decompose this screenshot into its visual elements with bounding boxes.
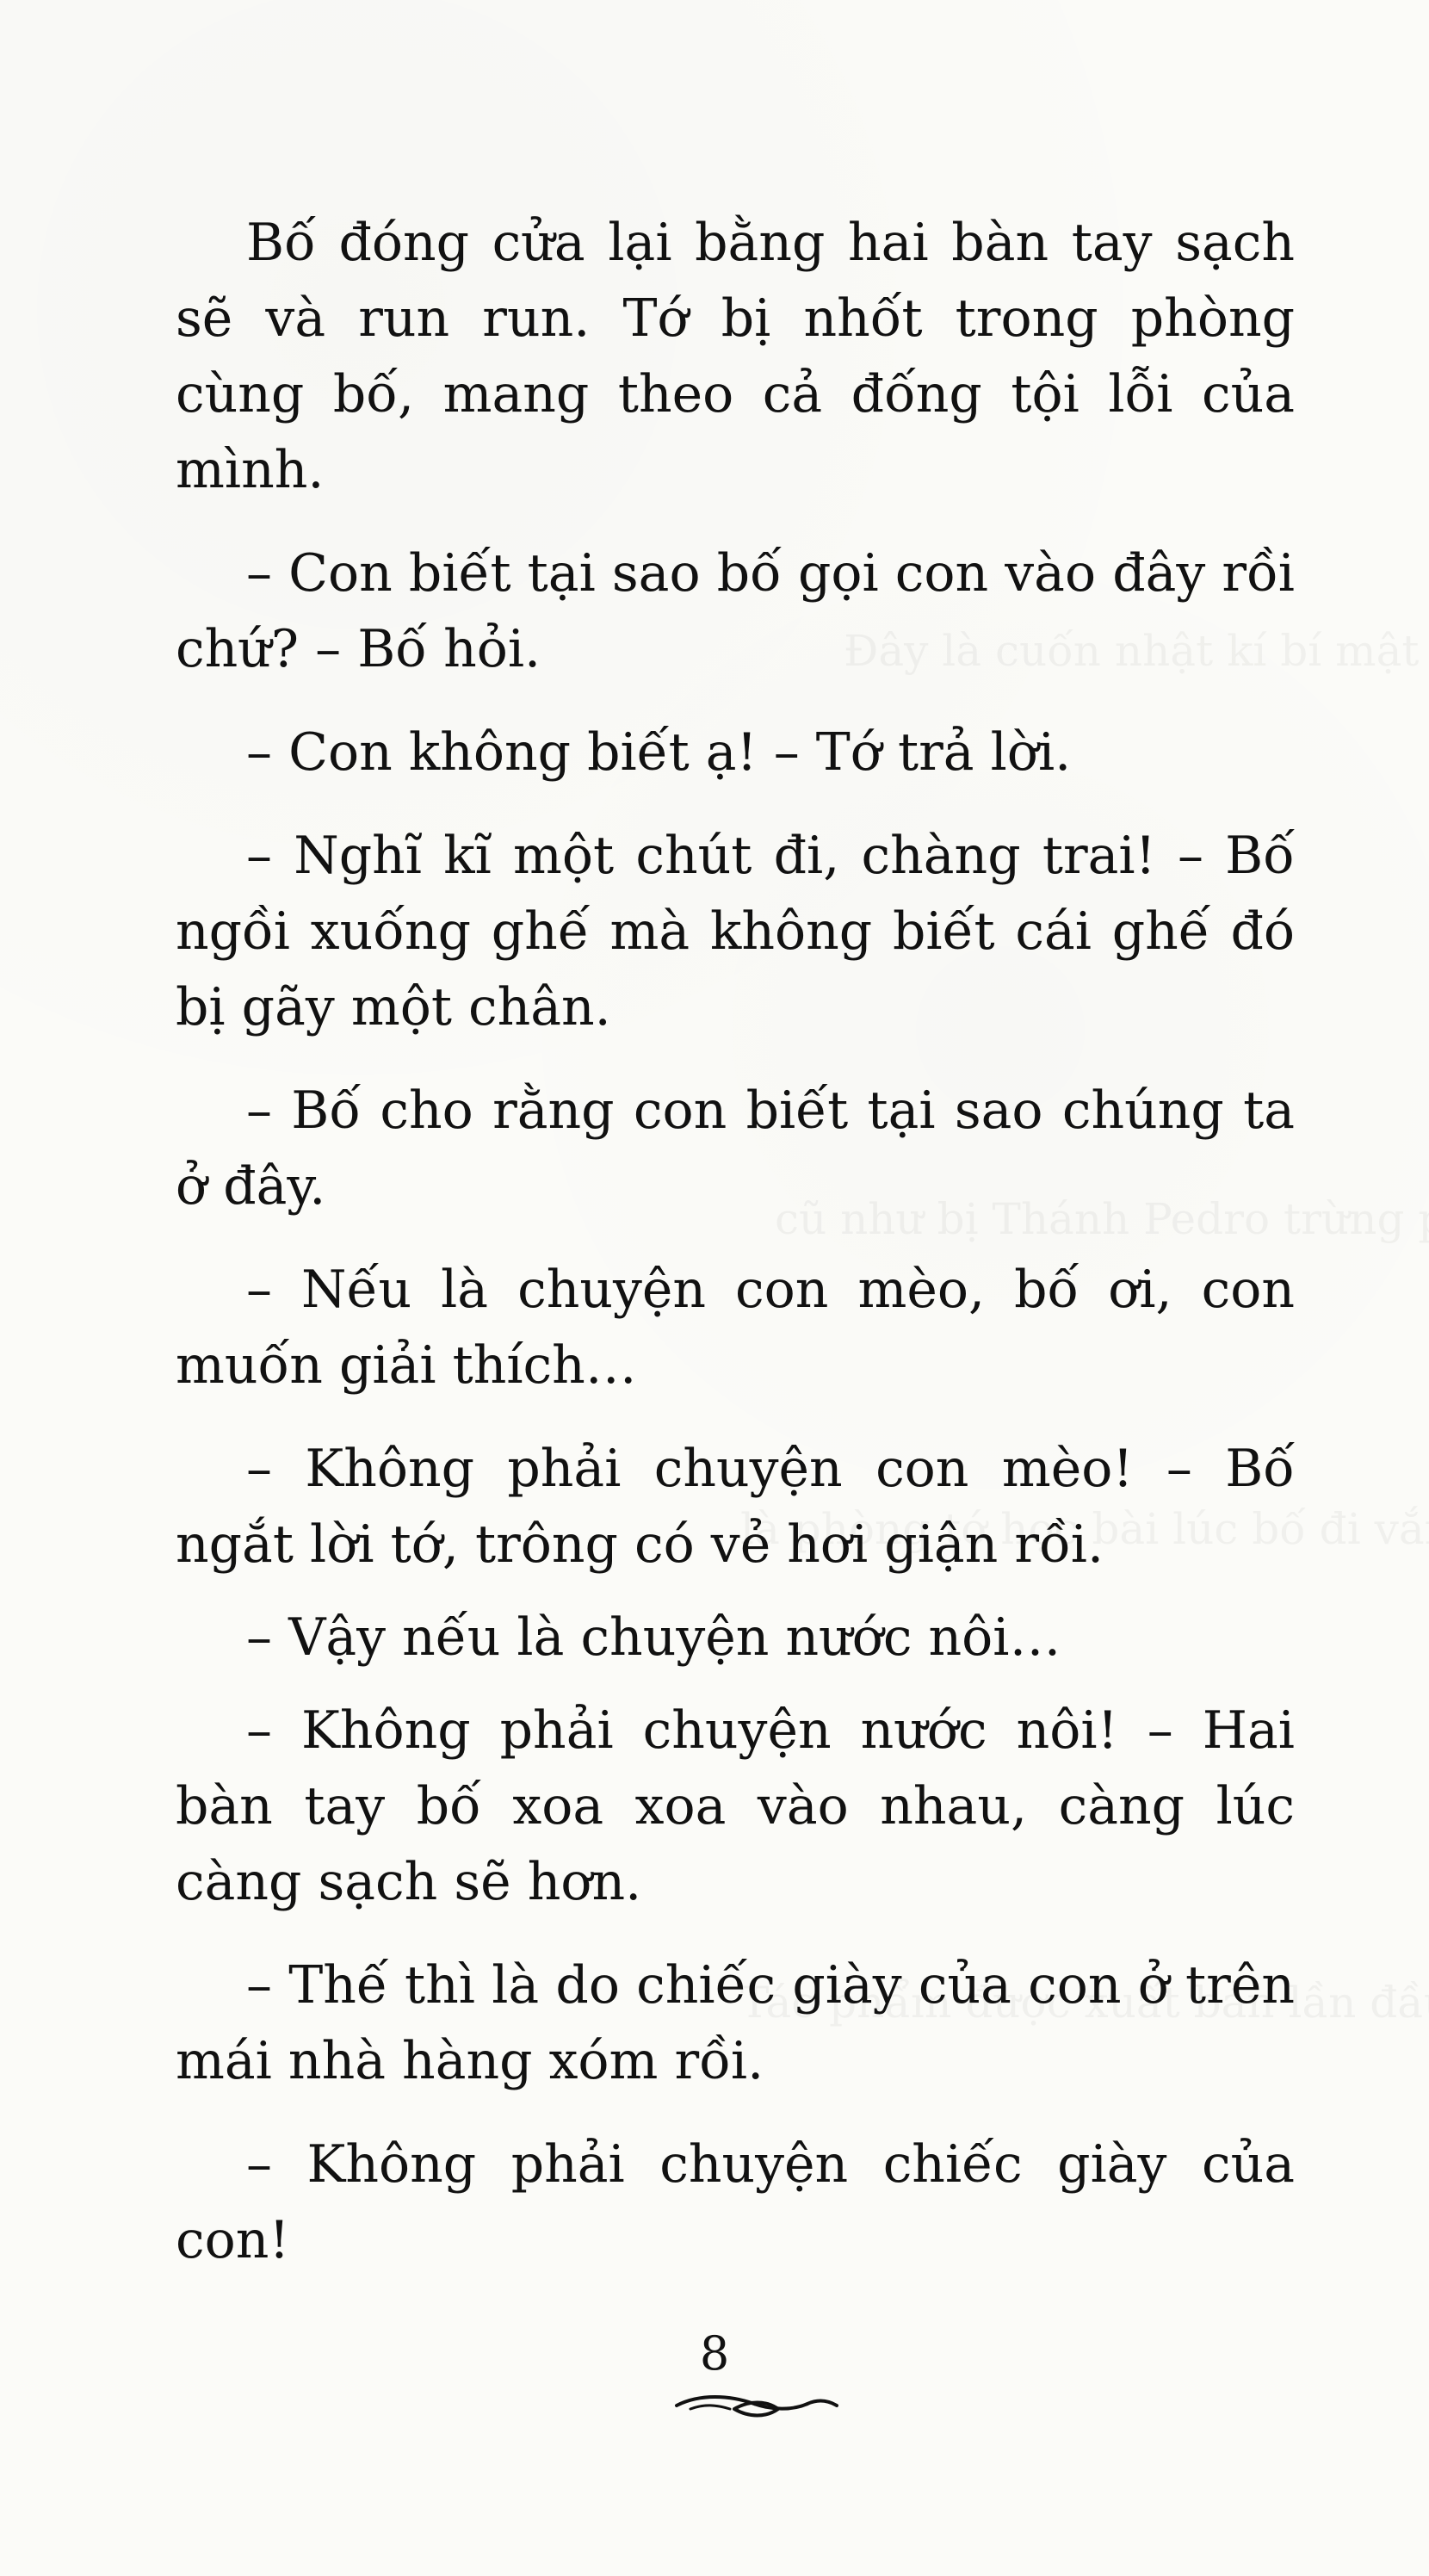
paragraph: – Nghĩ kĩ một chút đi, chàng trai! – Bố ngồi xuống ghế mà không biết cái ghế đó bị gãy một chân. bbox=[176, 826, 1295, 1037]
paragraph: – Vậy nếu là chuyện nước nôi… bbox=[246, 1607, 1061, 1668]
paragraph: – Con biết tại sao bố gọi con vào đây rồi chứ? – Bố hỏi. bbox=[176, 543, 1295, 679]
paragraph: – Thế thì là do chiếc giày của con ở trên mái nhà hàng xóm rồi. bbox=[176, 1955, 1295, 2091]
paragraph: – Nếu là chuyện con mèo, bố ơi, con muốn giải thích… bbox=[176, 1260, 1295, 1396]
paragraph: – Bố cho rằng con biết tại sao chúng ta ở đây. bbox=[176, 1081, 1295, 1217]
paragraph: – Con không biết ạ! – Tớ trả lời. bbox=[246, 722, 1072, 783]
story-text bbox=[176, 205, 1295, 2288]
paragraph: – Không phải chuyện chiếc giày của con! bbox=[176, 2134, 1295, 2270]
paragraph: – Không phải chuyện con mèo! – Bố ngắt lời tớ, trông có vẻ hơi giận rồi. bbox=[176, 1439, 1295, 1575]
paragraph: – Không phải chuyện nước nôi! – Hai bàn tay bố xoa xoa vào nhau, càng lúc càng sạch sẽ hơn. bbox=[176, 1700, 1295, 1912]
paragraph: Bố đóng cửa lại bằng hai bàn tay sạch sẽ và run run. Tớ bị nhốt trong phòng cùng bố, mang theo cả đống tội lỗi của mình. bbox=[176, 213, 1295, 500]
page-number: 8 bbox=[699, 2326, 730, 2381]
page-ornament-icon bbox=[670, 2392, 842, 2423]
